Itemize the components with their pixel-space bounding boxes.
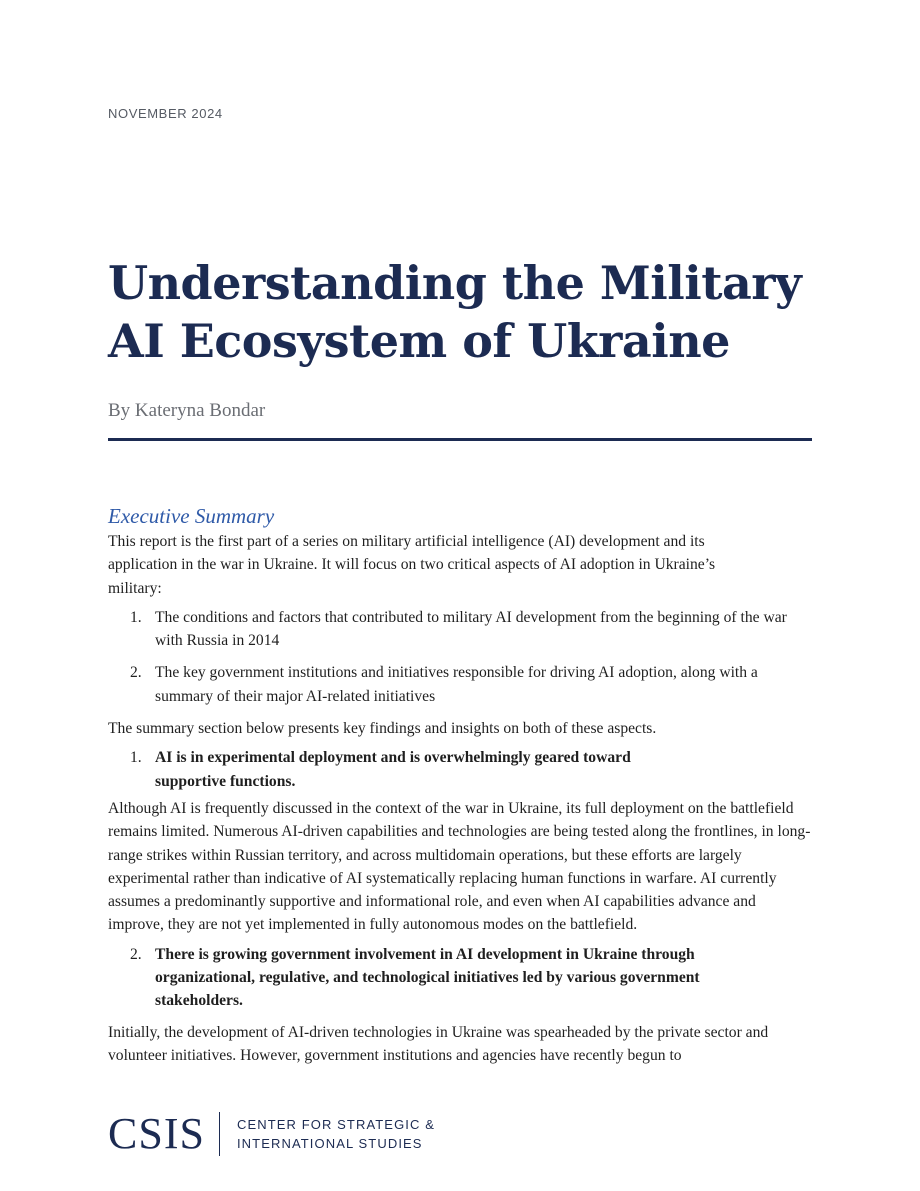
aspects-list (108, 606, 812, 708)
finding-heading: AI is in experimental deployment and is overwhelmingly geared toward supportive functions. (155, 749, 631, 790)
finding-2-body: Initially, the development of AI-driven technologies in Ukraine was spearheaded by the private sector and volunteer initiatives. However, government institutions and agencies have recently begun to (108, 1023, 769, 1064)
executive-summary-section (108, 502, 812, 1067)
finding-1 (108, 746, 812, 793)
report-title (108, 254, 828, 370)
author-byline: By Kateryna Bondar (108, 400, 266, 421)
title-line-1: Understanding the Military (108, 256, 802, 310)
list-item (108, 606, 812, 653)
summary-intro-paragraph: The summary section below presents key findings and insights on both of these aspects. (108, 720, 657, 738)
intro-paragraph: This report is the first part of a series on military artificial intelligence (AI) development and its application in the war in Ukraine. It will focus on two critical aspects of AI adoption in Ukraine’s military: (108, 533, 716, 597)
publication-date: NOVEMBER 2024 (108, 106, 223, 121)
finding-2 (108, 943, 812, 1013)
org-line-1: CENTER FOR STRATEGIC & (236, 1117, 435, 1132)
list-number: 2. (130, 945, 142, 963)
list-item (108, 943, 755, 1013)
title-line-2: AI Ecosystem of Ukraine (108, 314, 730, 368)
footer-branding (108, 1110, 435, 1158)
finding-1-body: Although AI is frequently discussed in the context of the war in Ukraine, its full deployment on the battlefield remains limited. Numerous AI-driven capabilities and technologies are being tested along the frontlines, in long-range strikes within Russian territory, and across multidomain operations, but these efforts are largely experimental rather than indicative of AI systematically replacing human functions in warfare. AI currently assumes a predominantly supportive and informational role, and even when AI capabilities advance and improve, they are not yet implemented in fully autonomous modes on the battlefield. (108, 799, 811, 934)
organization-name (237, 1115, 435, 1153)
csis-logo: CSIS (108, 1109, 205, 1158)
list-text: The key government institutions and initiatives responsible for driving AI adoption, along with a summary of their major AI-related initiatives (155, 664, 758, 705)
list-number: 1. (130, 608, 142, 626)
list-number: 1. (130, 749, 142, 767)
logo-divider (219, 1112, 220, 1156)
list-text: The conditions and factors that contributed to military AI development from the beginning of the war with Russia in 2014 (155, 608, 787, 650)
finding-heading: There is growing government involvement in AI development in Ukraine through organizational, regulative, and technological initiatives led by various government stakeholders. (155, 945, 700, 1010)
org-line-2: INTERNATIONAL STUDIES (236, 1136, 423, 1151)
list-item (108, 746, 695, 793)
list-item (108, 661, 812, 708)
section-heading: Executive Summary (108, 504, 275, 528)
title-divider (108, 438, 812, 441)
list-number: 2. (130, 664, 142, 682)
